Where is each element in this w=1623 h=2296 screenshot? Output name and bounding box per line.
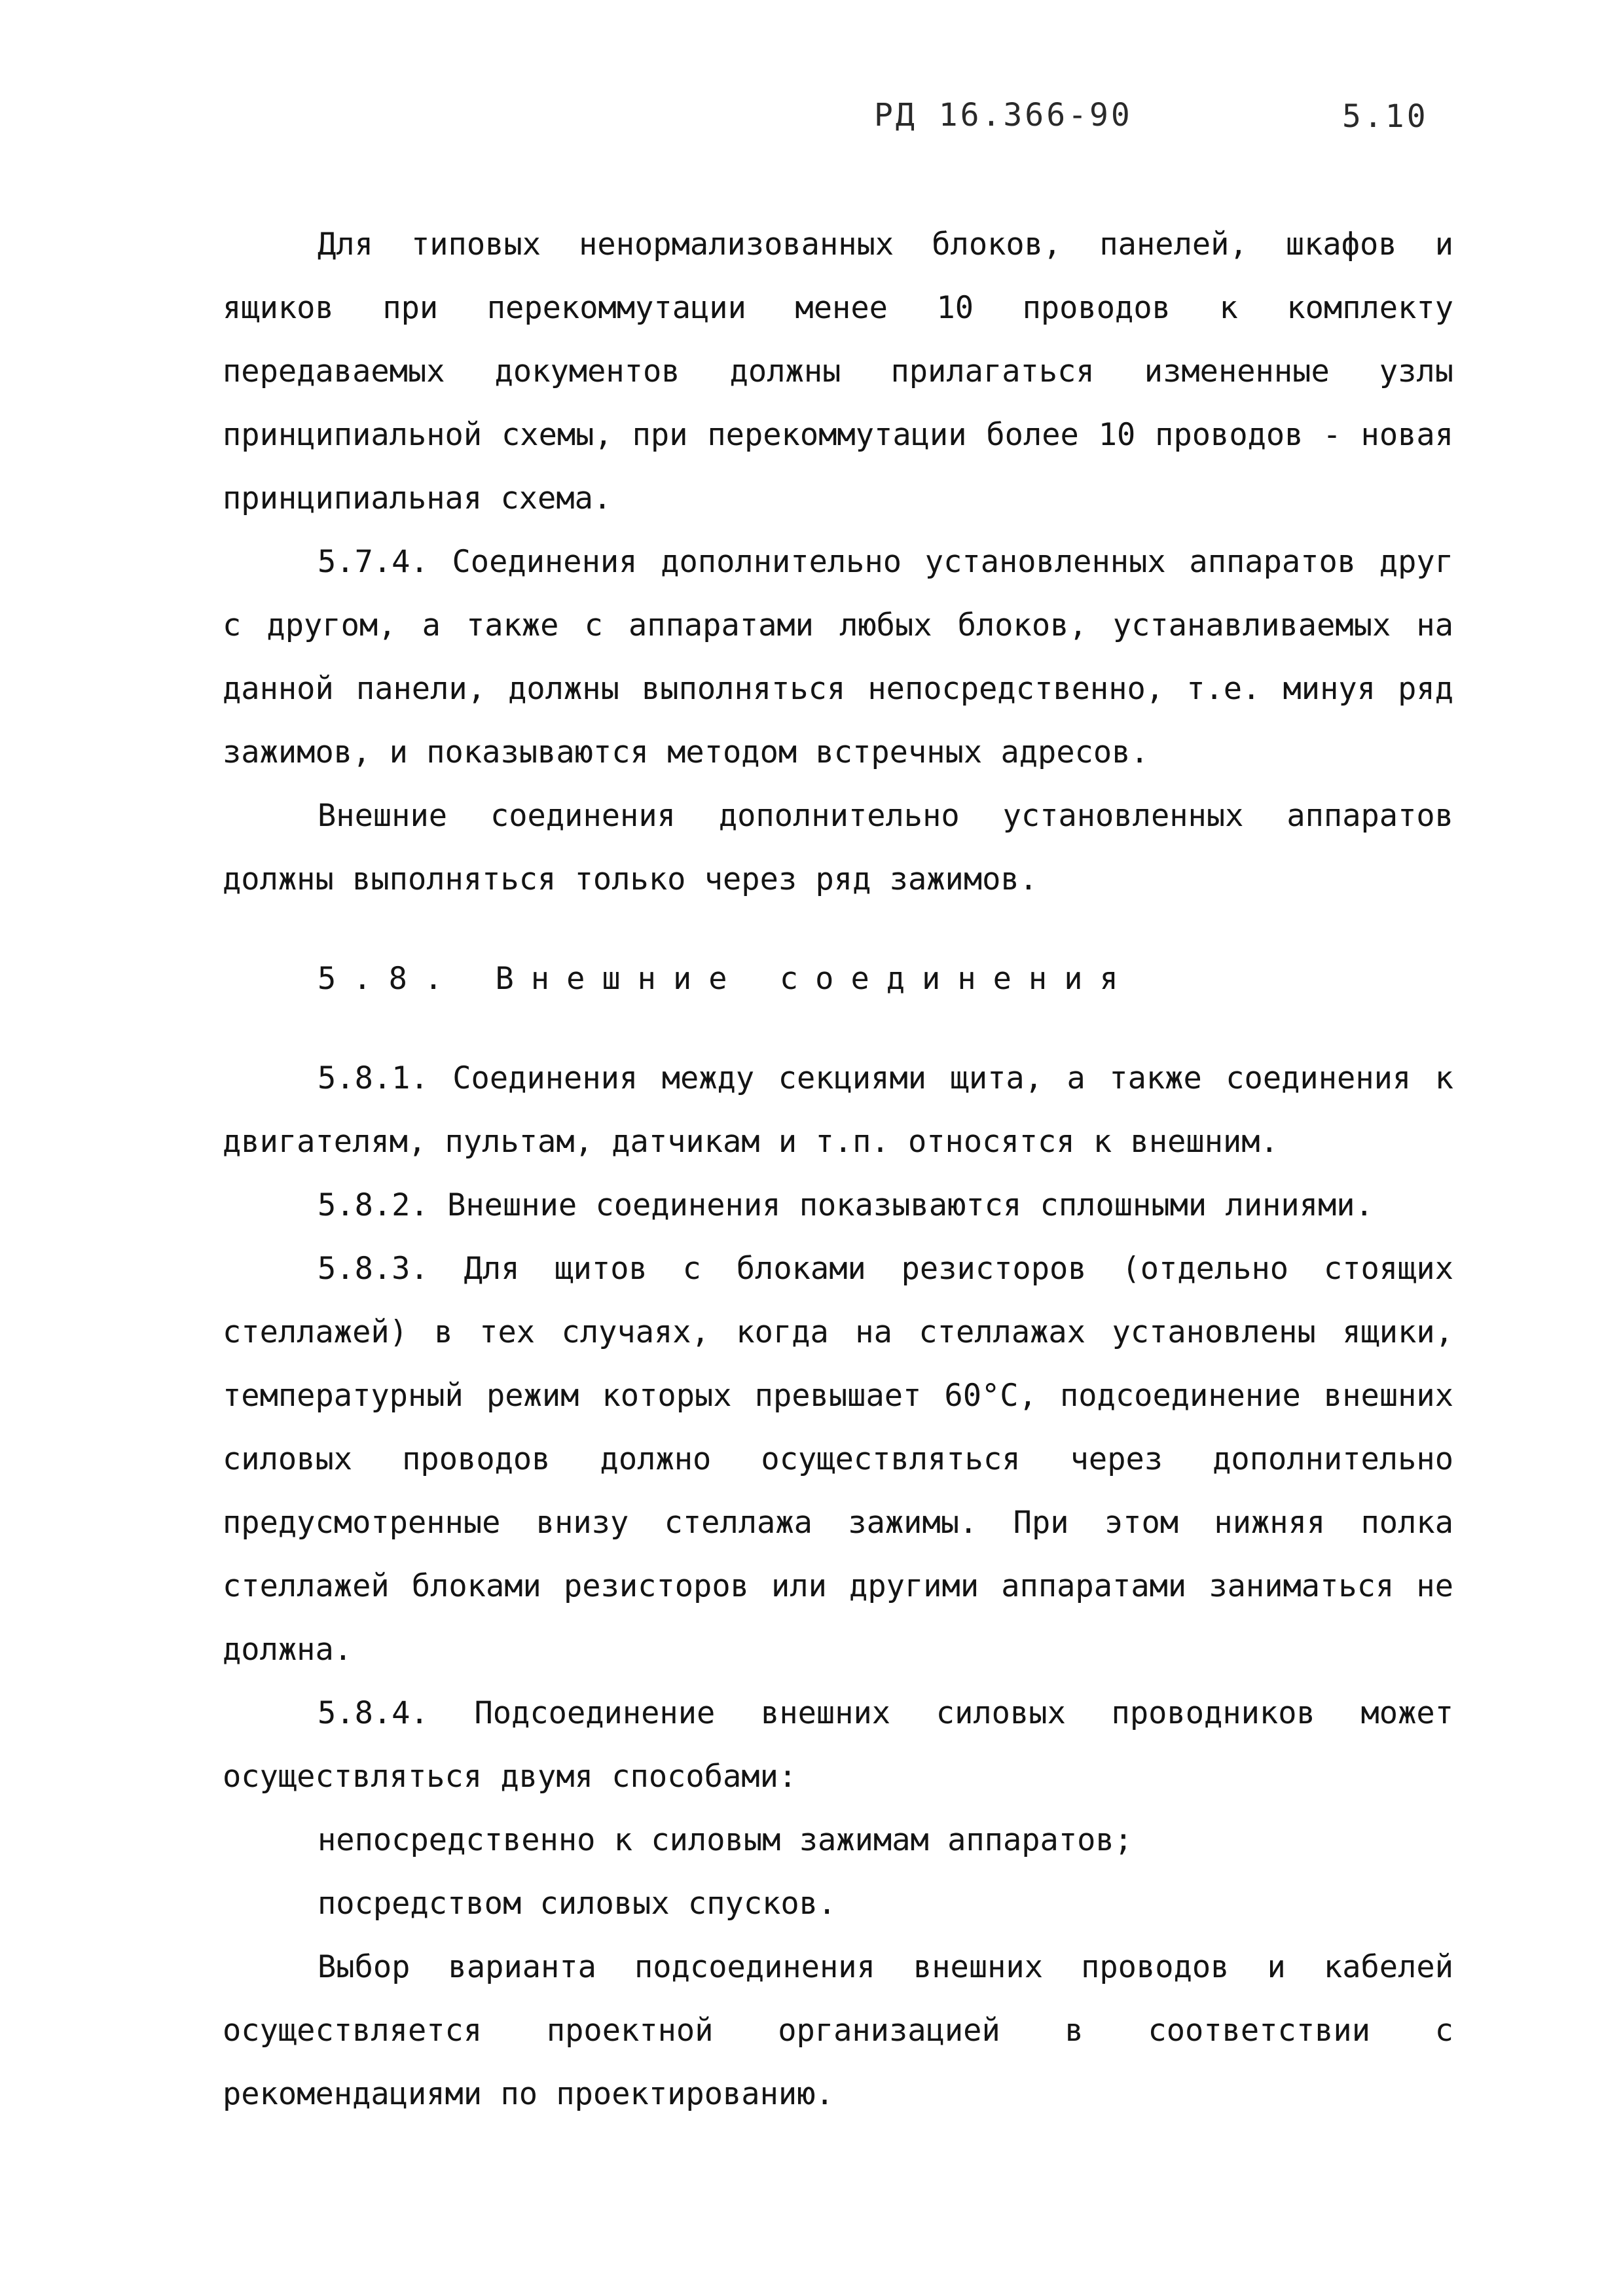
document-code: РД 16.366-90 (874, 97, 1133, 134)
section-heading-5-8: 5.8. Внешние соединения (318, 961, 1135, 997)
paragraph-connection-choice: Выбор варианта подсоединения внешних проводов и кабелей осуществляется проектной организацией в соответствии с рекомендациями по проектированию. (223, 1949, 1453, 2112)
paragraph-5-8-2: 5.8.2. Внешние соединения показываются сплошными линиями. (318, 1187, 1374, 1223)
paragraph-external-connections-terminals: Внешние соединения дополнительно установленных аппаратов должны выполняться только через ряд зажимов. (223, 798, 1453, 897)
paragraph-5-8-4: 5.8.4. Подсоединение внешних силовых проводников может осуществляться двумя способами: (223, 1695, 1453, 1795)
paragraph-5-8-1: 5.8.1. Соединения между секциями щита, а также соединения к двигателям, пультам, датчикам и т.п. относятся к внешним. (223, 1060, 1453, 1160)
list-item: непосредственно к силовым зажимам аппаратов; (318, 1822, 1133, 1858)
page-number: 5.10 (1342, 98, 1429, 135)
paragraph-5-8-3: 5.8.3. Для щитов с блоками резисторов (отдельно стоящих стеллажей) в тех случаях, когда на стеллажах установлены ящики, температурный режим которых превышает 60°С, подсоединение внешних силовых проводов должно осуществляться через дополнительно предусмотренные внизу стеллажа зажимы. При этом нижняя полка стеллажей блоками резисторов или другими аппаратами заниматься не должна. (223, 1251, 1453, 1668)
document-body (223, 213, 1453, 2126)
paragraph-5-7-4: 5.7.4. Соединения дополнительно установленных аппаратов друг с другом, а также с аппаратами любых блоков, устанавливаемых на данной панели, должны выполняться непосредственно, т.е. минуя ряд зажимов, и показываются методом встречных адресов. (223, 544, 1453, 770)
list-item: посредством силовых спусков. (318, 1886, 837, 1922)
paragraph-rewiring-docs: Для типовых ненормализованных блоков, панелей, шкафов и ящиков при перекоммутации менее 10 проводов к комплекту передаваемых документов должны прилагаться измененные узлы принципиальной схемы, при перекоммутации более 10 проводов - новая принципиальная схема. (223, 226, 1453, 516)
